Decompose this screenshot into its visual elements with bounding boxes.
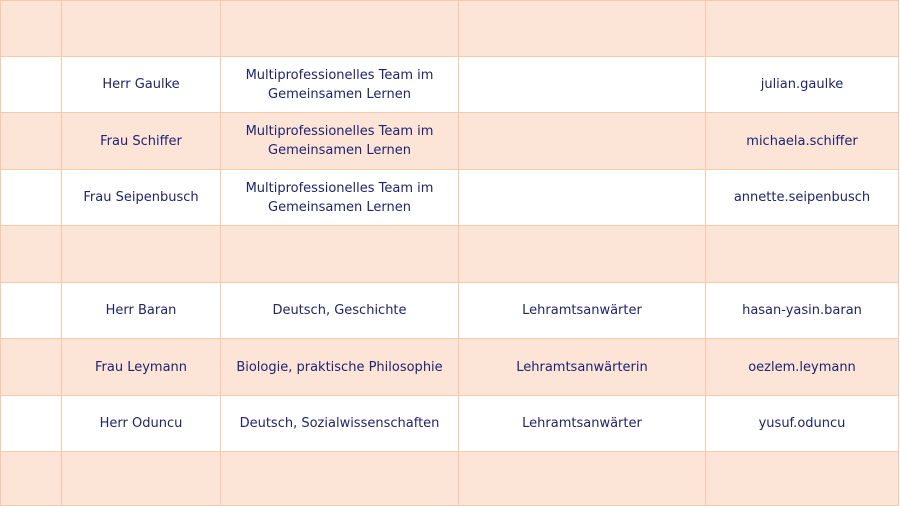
table-cell-empty (0, 339, 62, 396)
table-cell-subjects: Deutsch, Sozialwissenschaften (221, 396, 459, 452)
table-cell-empty (0, 452, 62, 506)
table-cell-role (459, 57, 706, 113)
table-cell-username (706, 1, 899, 57)
table-cell-subjects: Multiprofessionelles Team im Gemeinsamen Lernen (221, 57, 459, 113)
table-cell-empty (0, 57, 62, 113)
table-cell-role: Lehramtsanwärterin (459, 339, 706, 396)
table-cell-subjects (221, 452, 459, 506)
table-cell-subjects: Deutsch, Geschichte (221, 283, 459, 339)
table-cell-username (706, 452, 899, 506)
table-cell-name: Frau Seipenbusch (62, 170, 221, 226)
table-cell-role: Lehramtsanwärter (459, 283, 706, 339)
table-row (0, 452, 899, 506)
table-cell-name (62, 452, 221, 506)
table-row (0, 113, 899, 170)
table-cell-empty (0, 283, 62, 339)
table-cell-role (459, 452, 706, 506)
table-row (0, 0, 899, 57)
table-cell-subjects: Multiprofessionelles Team im Gemeinsamen Lernen (221, 170, 459, 226)
table-cell-subjects: Biologie, praktische Philosophie (221, 339, 459, 396)
table-row (0, 226, 899, 283)
table-cell-username (706, 226, 899, 283)
table-cell-username: annette.seipenbusch (706, 170, 899, 226)
table-cell-name: Frau Schiffer (62, 113, 221, 170)
table-cell-username: yusuf.oduncu (706, 396, 899, 452)
table-cell-name (62, 226, 221, 283)
table-cell-empty (0, 113, 62, 170)
table-cell-empty (0, 170, 62, 226)
table-cell-subjects: Multiprofessionelles Team im Gemeinsamen Lernen (221, 113, 459, 170)
table-cell-empty (0, 1, 62, 57)
table-cell-username: hasan-yasin.baran (706, 283, 899, 339)
table-cell-subjects (221, 1, 459, 57)
table-cell-role (459, 1, 706, 57)
table-row (0, 170, 899, 226)
table-cell-username: oezlem.leymann (706, 339, 899, 396)
table-cell-role (459, 226, 706, 283)
table-cell-empty (0, 226, 62, 283)
table-cell-username: michaela.schiffer (706, 113, 899, 170)
table-cell-name: Herr Gaulke (62, 57, 221, 113)
table-cell-name: Herr Baran (62, 283, 221, 339)
table-row (0, 396, 899, 452)
table-cell-username: julian.gaulke (706, 57, 899, 113)
table-cell-name (62, 1, 221, 57)
table-cell-name: Frau Leymann (62, 339, 221, 396)
table-row (0, 283, 899, 339)
table-cell-role: Lehramtsanwärter (459, 396, 706, 452)
table-row (0, 57, 899, 113)
table-cell-role (459, 170, 706, 226)
table-cell-subjects (221, 226, 459, 283)
table-cell-name: Herr Oduncu (62, 396, 221, 452)
table-row (0, 339, 899, 396)
table-cell-role (459, 113, 706, 170)
table-cell-empty (0, 396, 62, 452)
